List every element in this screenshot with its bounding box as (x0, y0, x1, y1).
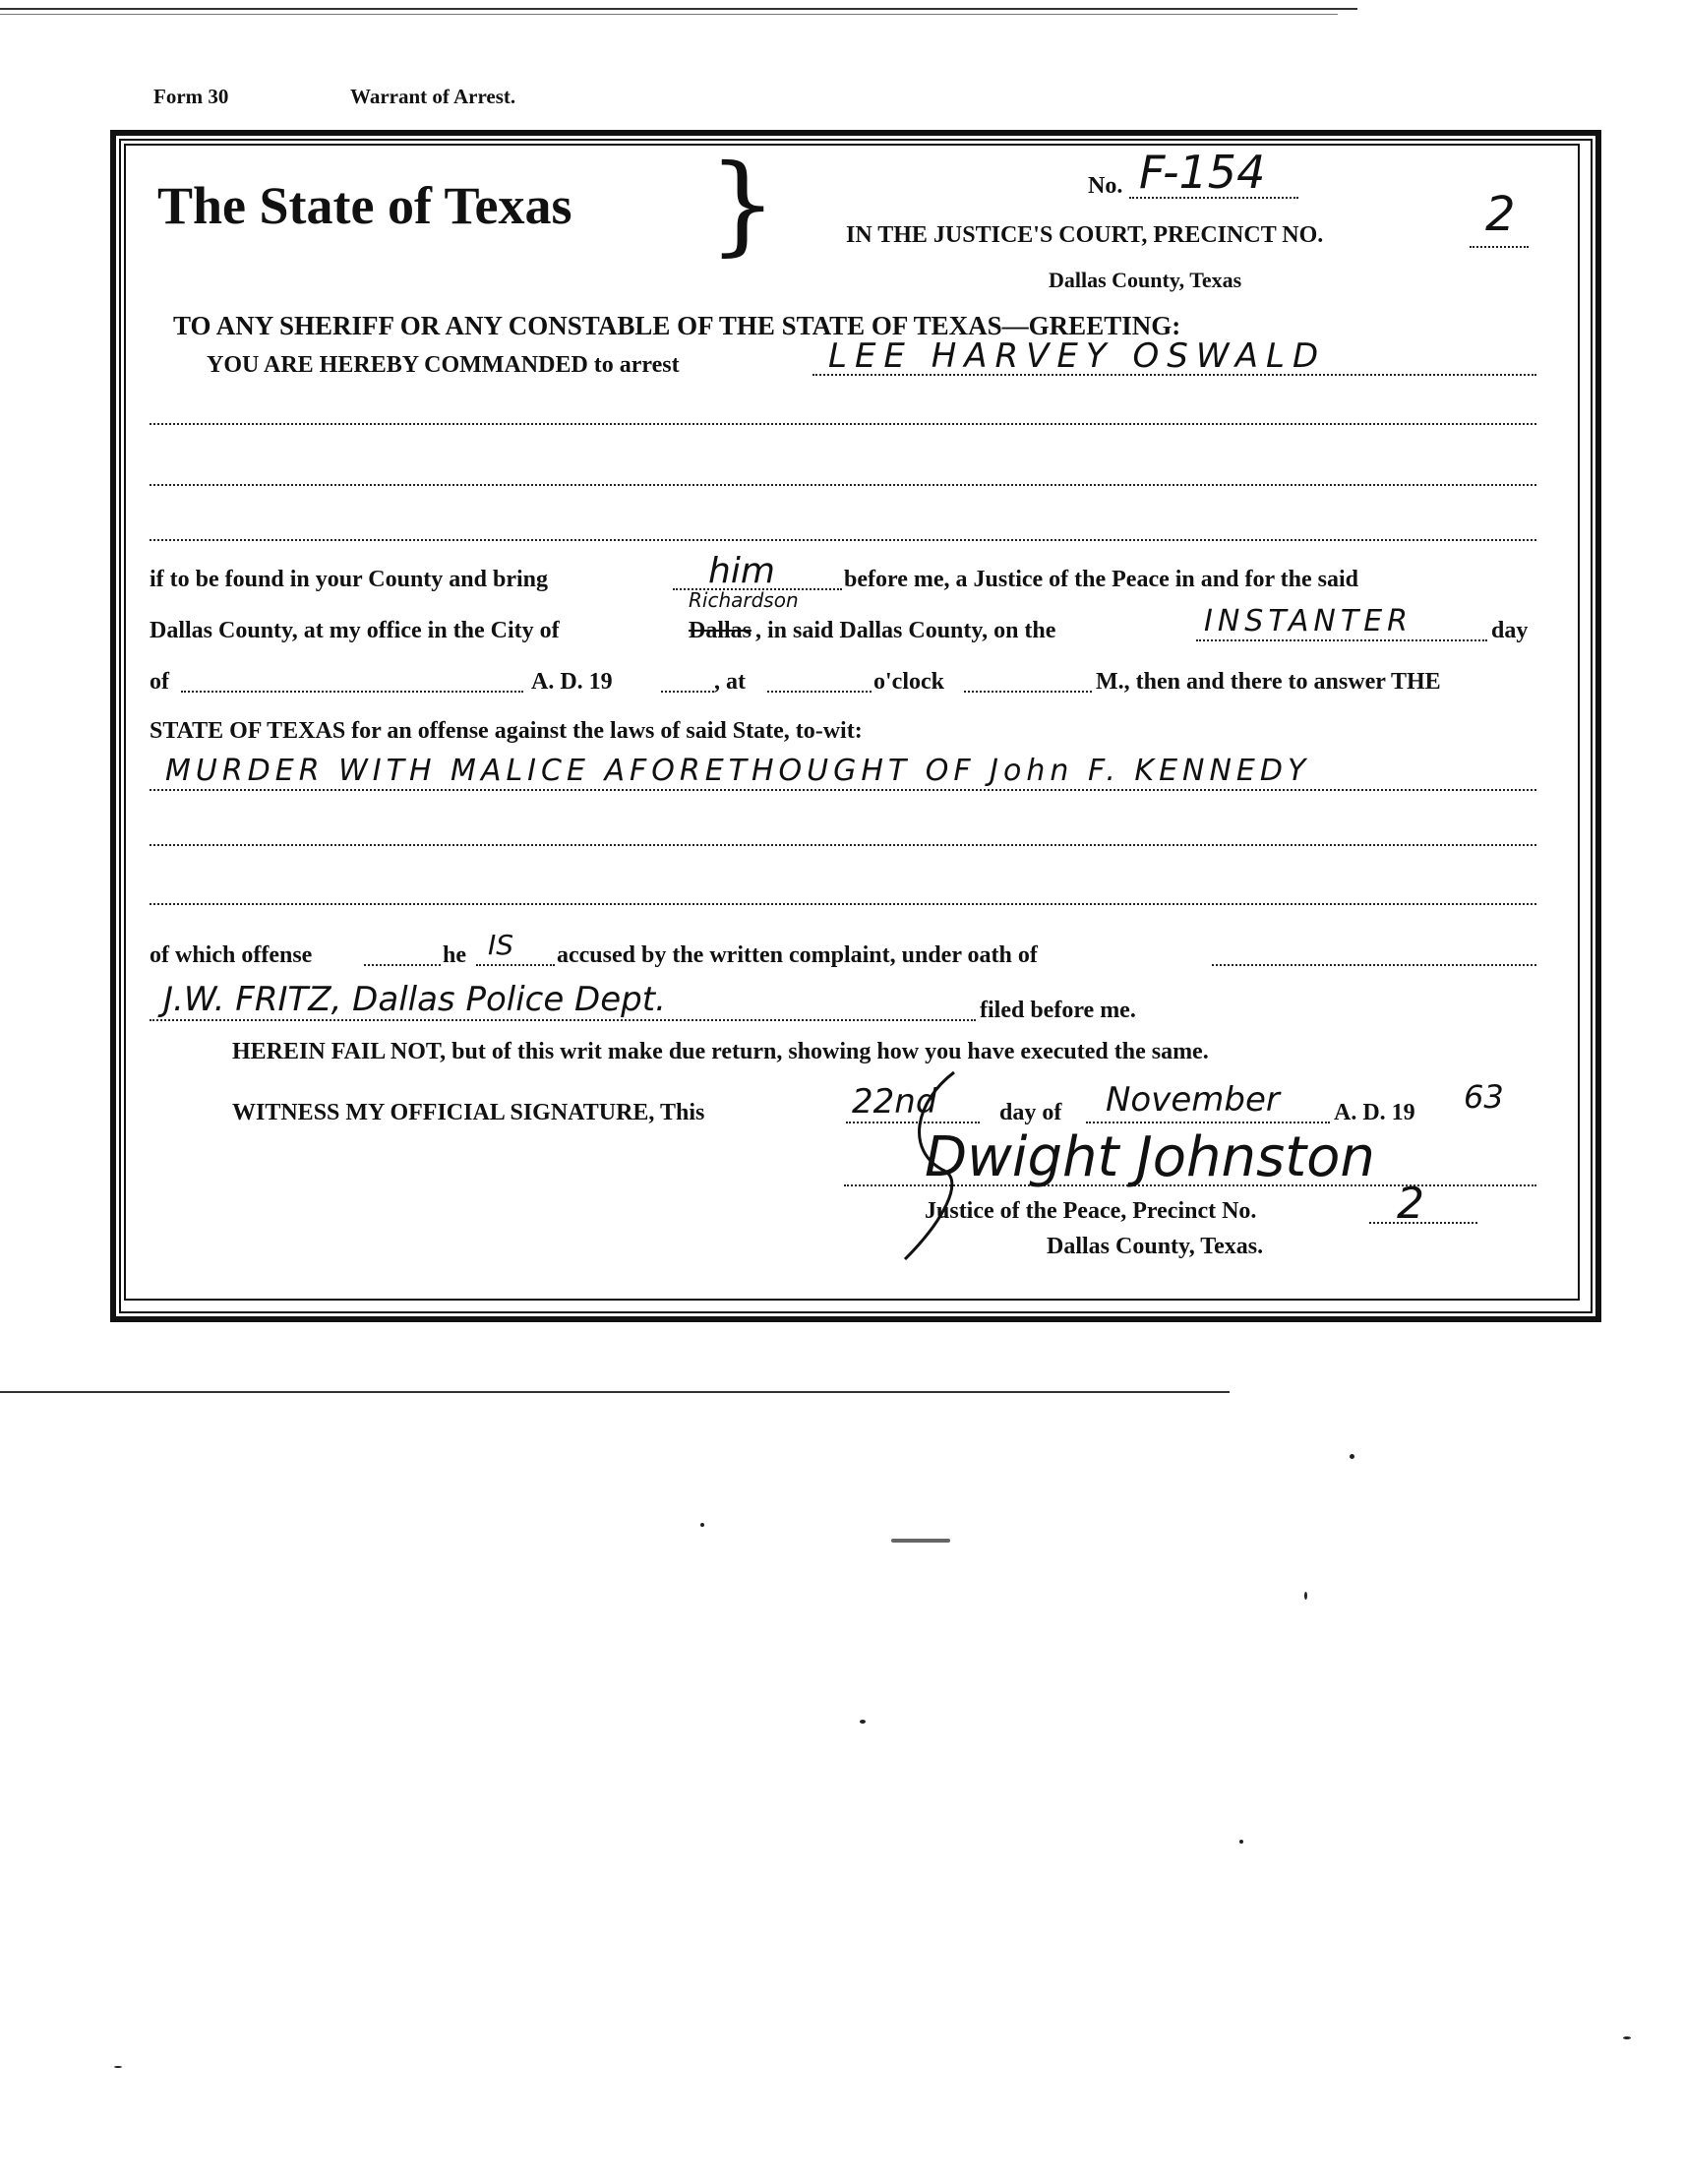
command-label: YOU ARE HEREBY COMMANDED to arrest (207, 352, 680, 378)
witness-ad: A. D. 19 (1334, 1100, 1415, 1125)
blank-line-2 (150, 484, 1536, 486)
witness-month: November (1106, 1080, 1280, 1120)
blank-line-1 (150, 423, 1536, 425)
form-title: Warrant of Arrest. (350, 85, 516, 108)
justice-label: Justice of the Peace, Precinct No. (925, 1198, 1257, 1224)
greeting: TO ANY SHERIFF OR ANY CONSTABLE OF THE STATE OF TEXAS—GREETING: (173, 311, 1181, 340)
bring-post: before me, a Justice of the Peace in and for the said (844, 567, 1359, 592)
speck (114, 2066, 122, 2068)
date-m-line (964, 691, 1092, 693)
speck (1623, 2036, 1631, 2039)
arrest-name: LEE HARVEY OSWALD (828, 336, 1327, 376)
case-number-value: F-154 (1139, 146, 1266, 199)
struck-city: Dallas (689, 618, 752, 643)
speck (891, 1539, 950, 1543)
offense-line (150, 789, 1536, 791)
witness-label: WITNESS MY OFFICIAL SIGNATURE, This (232, 1100, 705, 1125)
blank-line-3 (150, 539, 1536, 541)
speck (700, 1523, 704, 1527)
date-oclock: o'clock (873, 669, 944, 695)
pronoun: him (708, 551, 775, 591)
top-rule (0, 8, 1357, 10)
accused-line-1 (364, 964, 441, 966)
signature-flourish-icon (885, 1062, 1003, 1269)
bring-pre: if to be found in your County and bring (150, 567, 548, 592)
complainant-line (150, 1019, 976, 1021)
fail-not: HEREIN FAIL NOT, but of this writ make due return, showing how you have executed the same. (232, 1039, 1209, 1064)
office-pre: Dallas County, at my office in the City of (150, 618, 560, 643)
case-number-label: No. (1088, 173, 1123, 199)
lower-rule (0, 1391, 1230, 1393)
inserted-city: Richardson (689, 588, 799, 612)
day-value: INSTANTER (1204, 604, 1413, 638)
day-line (1196, 639, 1487, 641)
office-mid: , in said Dallas County, on the (755, 618, 1056, 643)
speck (860, 1720, 866, 1724)
speck (1350, 1454, 1354, 1459)
witness-month-line (1086, 1122, 1330, 1123)
date-at: , at (714, 669, 746, 695)
accused-he: he (443, 942, 466, 968)
speck (1239, 1840, 1243, 1844)
offense-value: MURDER WITH MALICE AFORETHOUGHT OF John F. KENNEDY (165, 754, 1311, 788)
accused-is: IS (488, 929, 514, 961)
form-number: Form 30 (153, 85, 229, 108)
offense-blank-1 (150, 844, 1536, 846)
date-time-line (767, 691, 872, 693)
title-brace: } (708, 141, 777, 267)
precinct-value: 2 (1485, 187, 1516, 242)
offense-blank-2 (150, 903, 1536, 905)
offense-intro: STATE OF TEXAS for an offense against the laws of said State, to-wit: (150, 718, 863, 744)
justice-precinct: 2 (1397, 1179, 1424, 1229)
precinct-line (1470, 246, 1529, 248)
witness-year: 63 (1464, 1078, 1504, 1116)
top-rule-secondary (0, 14, 1338, 15)
date-year-line (661, 691, 714, 693)
court-label: IN THE JUSTICE'S COURT, PRECINCT NO. (846, 222, 1324, 248)
accused-is-line (476, 964, 555, 966)
date-of: of (150, 669, 169, 695)
signature: Dwight Johnston (925, 1125, 1375, 1189)
accused-pre: of which offense (150, 942, 313, 968)
speck (1304, 1592, 1307, 1600)
court-county: Dallas County, Texas (1049, 268, 1242, 292)
day-label: day (1491, 618, 1529, 643)
witness-day-label: day of (999, 1100, 1062, 1125)
date-ad: A. D. 19 (531, 669, 613, 695)
witness-day: 22nd (852, 1082, 937, 1122)
justice-county: Dallas County, Texas. (1047, 1234, 1264, 1259)
accused-post: accused by the written complaint, under oath of (557, 942, 1038, 968)
date-m: M., then and there to answer THE (1096, 669, 1441, 695)
document-title: The State of Texas (157, 176, 572, 235)
oath-line (1212, 964, 1536, 966)
date-month-line (181, 691, 523, 693)
complainant-label: filed before me. (980, 998, 1136, 1023)
complainant: J.W. FRITZ, Dallas Police Dept. (163, 980, 666, 1019)
